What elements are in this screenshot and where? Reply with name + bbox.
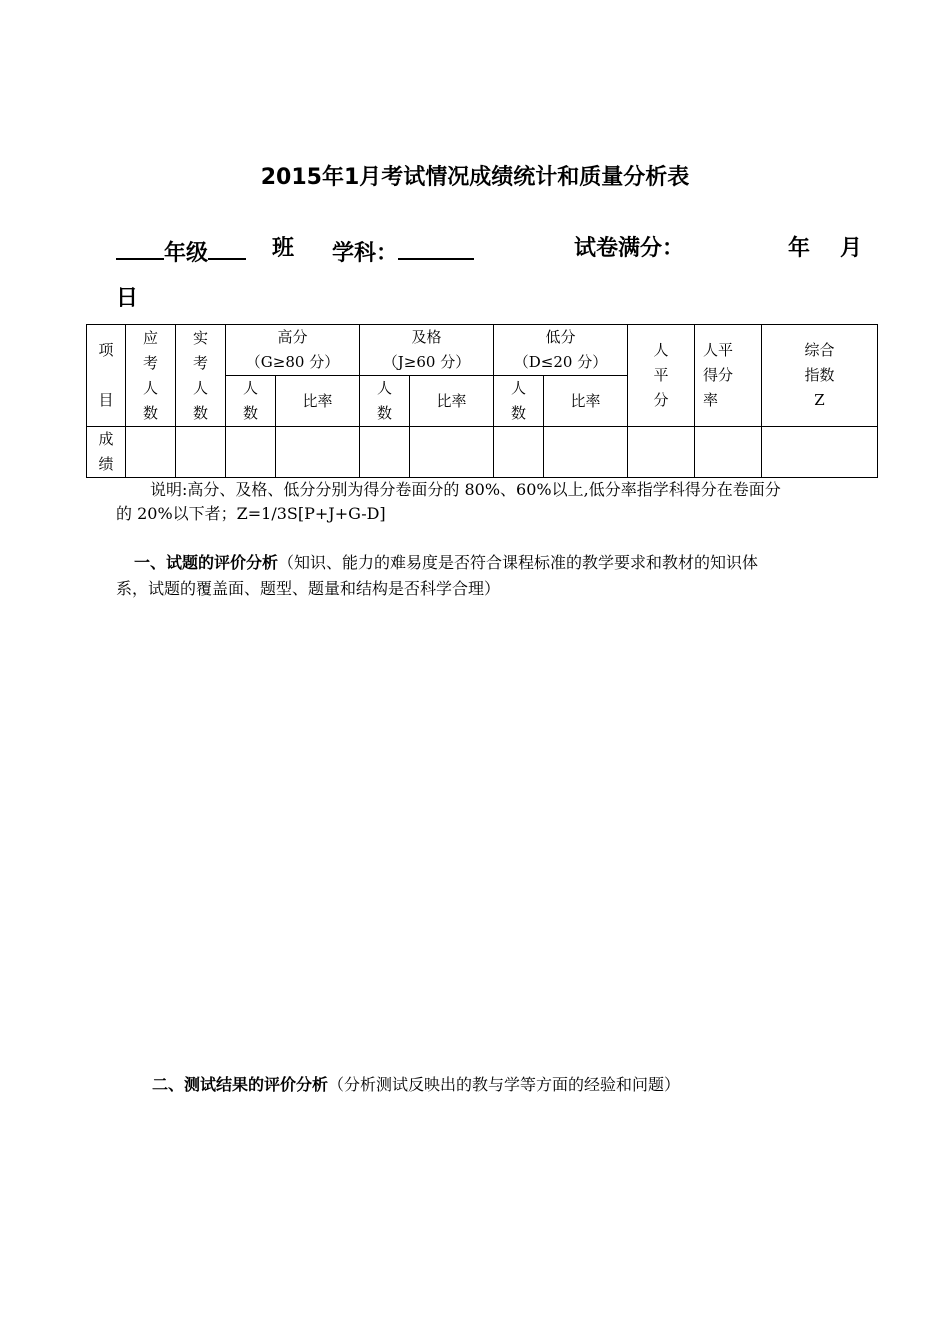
item-header: 项 目 [87, 325, 126, 427]
score-table [86, 324, 878, 478]
avg-rate-header: 人平 得分 率 [695, 325, 762, 427]
section-1 [116, 550, 876, 602]
section-1-text-1: （知识、能力的难易度是否符合课程标准的教学要求和教材的知识体 [278, 553, 759, 572]
section-1-heading: 一、试题的评价分析 [134, 553, 279, 572]
high-count-header: 人 数 [226, 376, 276, 427]
high-ratio-header: 比率 [276, 376, 360, 427]
section-2-heading: 二、测试结果的评价分析 [152, 1075, 329, 1094]
subject-label: 学科： [332, 241, 399, 266]
section-1-text-2: 系，试题的覆盖面、题型、题量和结构是否科学合理） [116, 579, 501, 598]
avg-header: 人 平 分 [628, 325, 695, 427]
expected-header: 应 考 人 数 [126, 325, 176, 427]
note-line-1: 说明:高分、及格、低分分别为得分卷面分的 80%、60%以上,低分率指学科得分在卷面分 [150, 480, 781, 499]
full-score-label: 试卷满分： [574, 236, 685, 261]
low-ratio-header: 比率 [544, 376, 628, 427]
expected-cell[interactable] [126, 427, 176, 478]
avg-rate-cell[interactable] [695, 427, 762, 478]
composite-header: 综合 指数 Z [762, 325, 878, 427]
subject-field[interactable] [332, 232, 474, 271]
day-label: 日 [116, 286, 139, 311]
high-ratio-cell[interactable] [276, 427, 360, 478]
grade-label: 年级 [164, 241, 209, 266]
pass-ratio-cell[interactable] [410, 427, 494, 478]
header-info [116, 232, 876, 316]
document-title: 2015年1月考试情况成绩统计和质量分析表 [260, 165, 690, 190]
low-header: 低分 （D≤20 分） [494, 325, 628, 376]
high-count-cell[interactable] [226, 427, 276, 478]
pass-count-cell[interactable] [360, 427, 410, 478]
composite-cell[interactable] [762, 427, 878, 478]
section-2 [152, 1072, 882, 1098]
grade-field[interactable] [116, 232, 246, 271]
pass-header: 及格 （J≥60 分） [360, 325, 494, 376]
low-count-header: 人 数 [494, 376, 544, 427]
actual-header: 实 考 人 数 [176, 325, 226, 427]
pass-count-header: 人 数 [360, 376, 410, 427]
low-count-cell[interactable] [494, 427, 544, 478]
actual-cell[interactable] [176, 427, 226, 478]
score-row-label: 成 绩 [87, 427, 126, 478]
pass-ratio-header: 比率 [410, 376, 494, 427]
low-ratio-cell[interactable] [544, 427, 628, 478]
avg-cell[interactable] [628, 427, 695, 478]
table-note [116, 478, 876, 526]
year-label: 年 [788, 236, 811, 261]
month-label: 月 [840, 236, 863, 261]
section-2-text: （分析测试反映出的教与学等方面的经验和问题） [328, 1075, 681, 1094]
note-line-2: 的 20%以下者；Z=1/3S[P+J+G-D] [116, 504, 386, 523]
high-header: 高分 （G≥80 分） [226, 325, 360, 376]
class-label: 班 [272, 236, 295, 261]
